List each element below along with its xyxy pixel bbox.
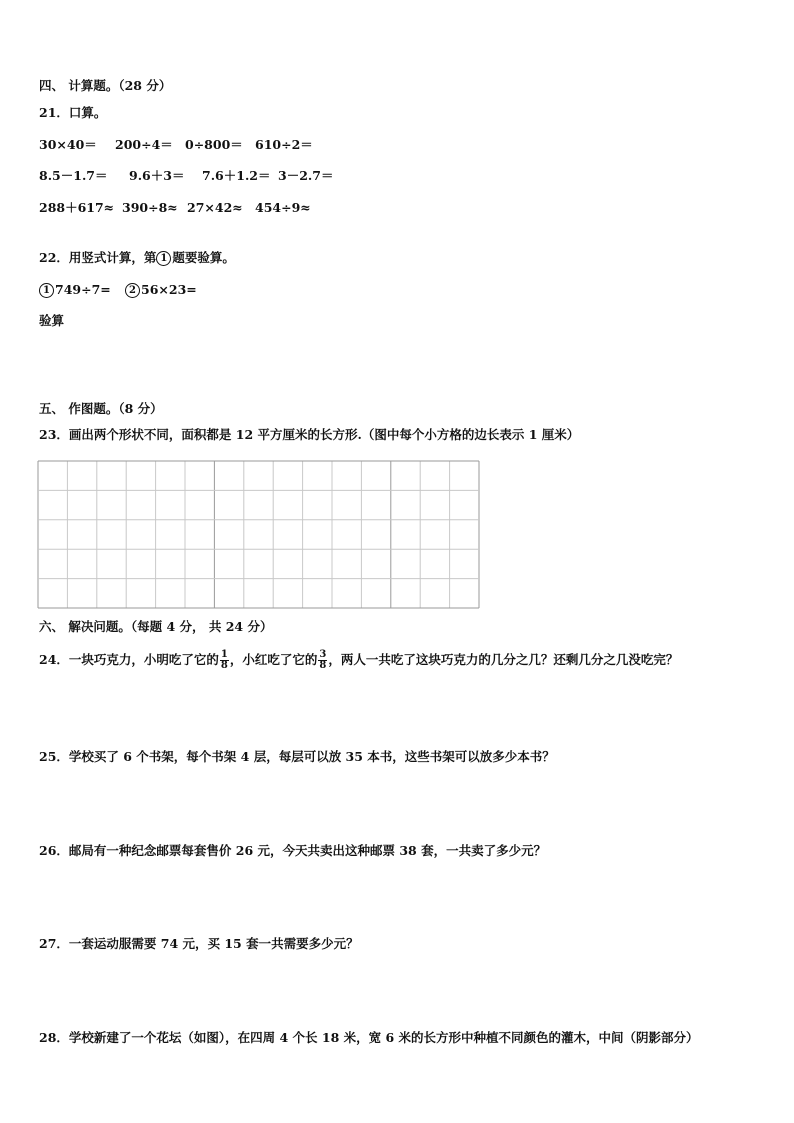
circled-number-icon: 1 <box>156 251 171 266</box>
q28-text: 28．学校新建了一个花坛（如图），在四周 4 个长 18 米，宽 6 米的长方形中种植不同颜色的灌木，中间（阴影部分） <box>39 1030 699 1045</box>
section4-heading: 四、 计算题。（28 分） <box>39 78 172 93</box>
q26-text: 26．邮局有一种纪念邮票每套售价 26 元，今天共卖出这种邮票 38 套，一共卖了多少元？ <box>39 843 547 858</box>
calc-item: 8.5－1.7＝ <box>39 168 108 183</box>
q22-title: 22．用竖式计算，第 1 题要验算。 <box>39 250 235 265</box>
calc-item: 3－2.7＝ <box>278 168 334 183</box>
q22-item-2: 56×23= <box>141 282 197 297</box>
calc-item: 7.6＋1.2＝ <box>202 168 271 183</box>
calc-item: 610÷2＝ <box>255 137 313 152</box>
section5-heading: 五、 作图题。（8 分） <box>39 401 163 416</box>
q25-text: 25．学校买了 6 个书架，每个书架 4 层，每层可以放 35 本书，这些书架可以放多少本书？ <box>39 749 555 764</box>
q22-items <box>39 282 197 298</box>
q23-text: 23．画出两个形状不同，面积都是 12 平方厘米的长方形.（图中每个小方格的边长表示 1 厘米） <box>39 427 580 442</box>
q22-item-1: 749÷7= <box>55 282 111 297</box>
q21-row-3 <box>39 200 311 216</box>
calc-item: 30×40＝ <box>39 137 97 152</box>
calc-item: 9.6＋3＝ <box>129 168 185 183</box>
q27-text: 27．一套运动服需要 74 元，买 15 套一共需要多少元？ <box>39 936 359 951</box>
calc-item: 200÷4＝ <box>115 137 173 152</box>
calc-item: 390÷8≈ <box>122 200 178 215</box>
q24-text: 24．一块巧克力，小明吃了它的 $\frac{1}{8}$ ，小红吃了它的 $\frac{3}{8}$ ，两人一共吃了这块巧克力的几分之几？还剩几分之几没吃完？ <box>39 649 679 671</box>
circled-number-icon: 2 <box>125 283 140 298</box>
fraction: $\frac{1}{8}$ <box>220 649 228 671</box>
drawing-grid[interactable] <box>37 460 481 610</box>
calc-item: 454÷9≈ <box>255 200 311 215</box>
fraction: $\frac{3}{8}$ <box>319 649 327 671</box>
calc-item: 0÷800＝ <box>185 137 243 152</box>
q21-title: 21．口算。 <box>39 105 107 120</box>
q21-row-2 <box>39 168 333 184</box>
q21-row-1 <box>39 137 313 153</box>
circled-number-icon: 1 <box>39 283 54 298</box>
section6-heading: 六、 解决问题。（每题 4 分， 共 24 分） <box>39 619 273 634</box>
calc-item: 27×42≈ <box>187 200 243 215</box>
calc-item: 288＋617≈ <box>39 200 115 215</box>
check-label: 验算 <box>39 313 65 328</box>
